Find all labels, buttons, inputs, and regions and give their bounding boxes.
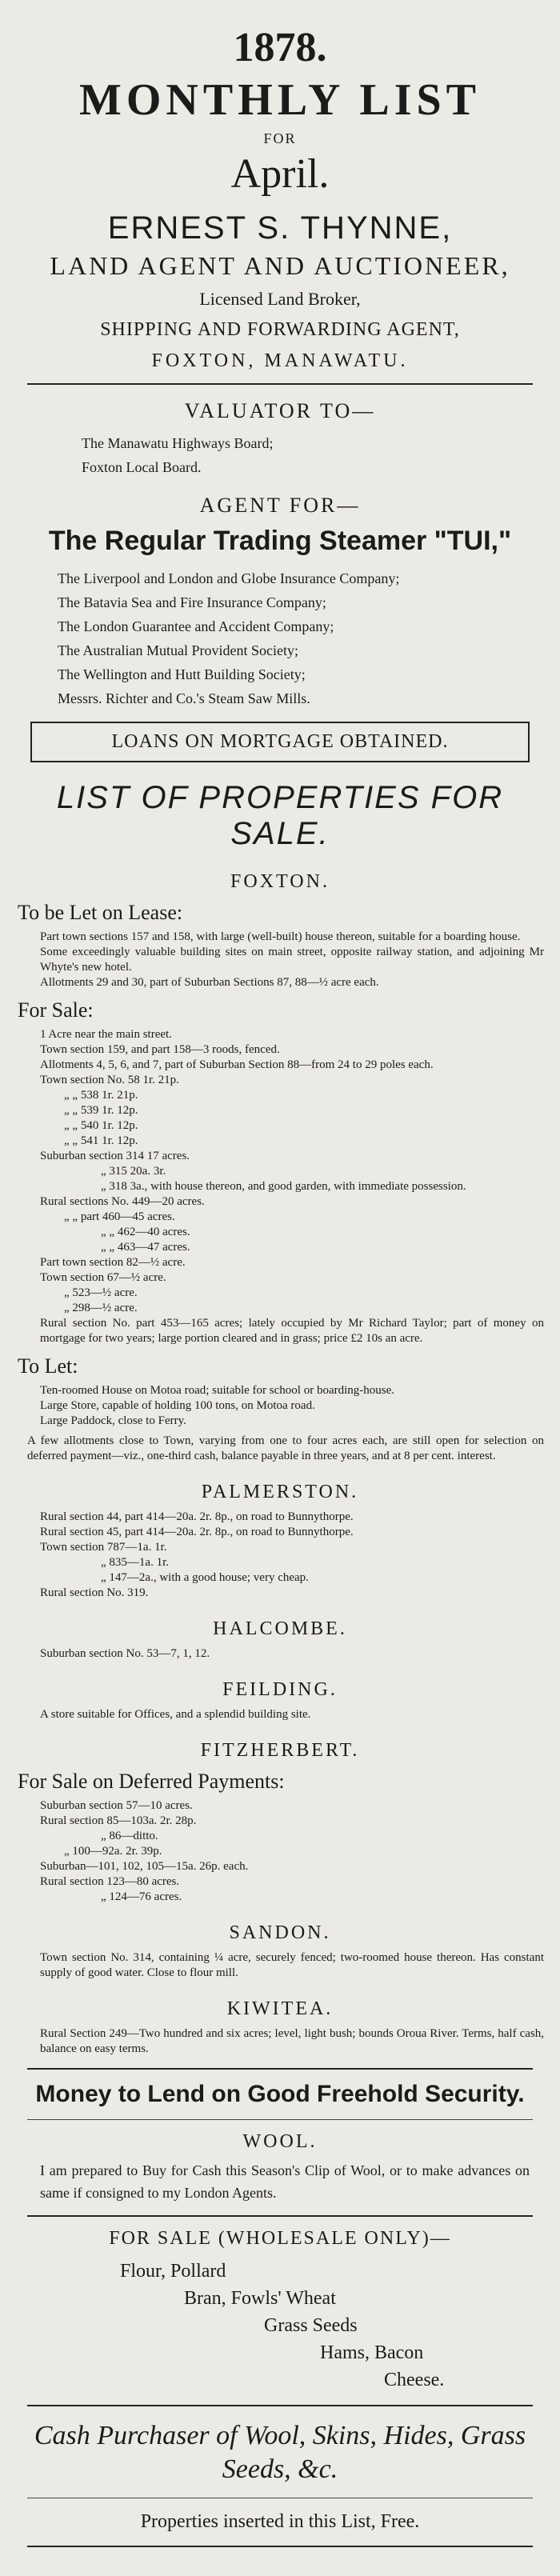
list-item: Town section 159, and part 158—3 roods, fenced. [40,1043,280,1056]
agent-role: LAND AGENT AND AUCTIONEER, [50,251,510,280]
free-line: Properties inserted in this List, Free. [140,2511,420,2532]
list-item: „ „ 540 1r. 12p. [64,1119,138,1132]
list-item: Suburban section 314 17 acres. [40,1150,190,1162]
list-title: LIST OF PROPERTIES FOR SALE. [56,780,504,851]
agent-for-heading: AGENT FOR— [199,494,361,517]
list-item: Bran, Fowls' Wheat [184,2288,336,2309]
list-item: Town section No. 58 1r. 21p. [40,1074,179,1086]
list-item: Large Store, capable of holding 100 tons, on Motoa road. [40,1399,315,1412]
wool-heading: WOOL. [242,2131,318,2152]
list-item: Rural section 123—80 acres. [40,1875,180,1888]
list-item: Grass Seeds [264,2315,358,2336]
lease-heading: To be Let on Lease: [18,901,183,924]
sale-heading: For Sale: [18,998,94,1022]
list-item: Large Paddock, close to Ferry. [40,1414,186,1427]
valuator-heading: VALUATOR TO— [184,399,376,422]
list-item: „ „ 463—47 acres. [101,1241,190,1254]
list-item: Suburban section No. 53—7, 1, 12. [40,1647,210,1660]
list-item: Allotments 29 and 30, part of Suburban Sections 87, 88—½ acre each. [40,976,379,989]
list-item: Suburban—101, 102, 105—15a. 26p. each. [40,1860,249,1873]
cash-purchaser: Cash Purchaser of Wool, Skins, Hides, Grass Seeds, &c. [34,2421,526,2484]
list-item: „ 523—½ acre. [64,1286,138,1299]
steamer-tui: The Regular Trading Steamer "TUI," [48,526,512,556]
valuator-list [82,431,552,479]
list-item: „ „ 462—40 acres. [101,1226,190,1238]
town-feilding: FEILDING. [222,1679,338,1700]
divider [27,2546,533,2547]
place-line: FOXTON, MANAWATU. [151,350,409,371]
list-item: Suburban section 57—10 acres. [40,1799,193,1812]
shipping-line: SHIPPING AND FORWARDING AGENT, [100,319,460,340]
list-item: The Australian Mutual Provident Society; [58,642,298,658]
wool-text: I am prepared to Buy for Cash this Season's Clip of Wool, or to make advances on same if consigned to my London Agents. [40,2162,530,2201]
loans-box: LOANS ON MORTGAGE OBTAINED. [30,722,530,762]
year: 1878. [233,25,327,70]
town-palmerston: PALMERSTON. [201,1482,359,1502]
list-item: „ 315 20a. 3r. [101,1165,166,1178]
list-item: A store suitable for Offices, and a splendid building site. [40,1708,311,1721]
list-item: „ 835—1a. 1r. [101,1556,169,1569]
list-item: Allotments 4, 5, 6, and 7, part of Suburban Section 88—from 24 to 29 poles each. [40,1058,434,1071]
month: April. [230,151,330,197]
deferred-note: A few allotments close to Town, varying from one to four acres each, are still open for selection on deferred payment—viz., one-third cash, balance payable in three years, and at 8 per cent. interest. [27,1434,544,1462]
divider [27,2068,533,2070]
list-item: „ „ 539 1r. 12p. [64,1104,138,1117]
money-to-lend: Money to Lend on Good Freehold Security. [35,2081,525,2107]
list-item: The London Guarantee and Accident Company; [58,618,334,634]
town-foxton: FOXTON. [230,871,330,892]
agent-name: ERNEST S. THYNNE, [107,210,453,246]
list-item: „ „ 541 1r. 12p. [64,1134,138,1147]
list-item: The Batavia Sea and Fire Insurance Company; [58,594,326,610]
list-item: „ 318 3a., with house thereon, and good garden, with immediate possession. [101,1180,466,1193]
divider [27,2405,533,2406]
list-item: 1 Acre near the main street. [40,1028,172,1041]
list-item: The Wellington and Hutt Building Society; [58,666,306,682]
deferred-heading: For Sale on Deferred Payments: [18,1770,285,1793]
for-label: FOR [263,130,297,146]
list-item: Rural Section 249—Two hundred and six acres; level, light bush; bounds Oroua River. Terms, half cash, balance on easy terms. [40,2027,544,2055]
list-item: „ „ 538 1r. 21p. [64,1089,138,1102]
list-item: Cheese. [384,2370,445,2390]
list-item: Town section No. 314, containing ¼ acre, securely fenced; two-roomed house thereon. Has constant supply of good water. Close to flour mill. [40,1951,544,1979]
let-heading: To Let: [18,1354,78,1378]
divider [27,2119,533,2120]
divider [27,2215,533,2217]
list-item: Rural section 45, part 414—20a. 2r. 8p., on road to Bunnythorpe. [40,1526,354,1538]
list-item: „ 100—92a. 2r. 39p. [64,1845,162,1858]
list-item: Town section 787—1a. 1r. [40,1541,167,1554]
list-item: „ „ part 460—45 acres. [64,1210,175,1223]
town-halcombe: HALCOMBE. [213,1618,347,1639]
goods-list [8,2258,552,2394]
list-item: Messrs. Richter and Co.'s Steam Saw Mills. [58,690,310,706]
agent-for-list [58,566,552,710]
list-item: Flour, Pollard [120,2261,226,2282]
list-item: Rural section No. 319. [40,1586,149,1599]
list-item: Part town section 82—½ acre. [40,1256,186,1269]
list-item: Rural section 85—103a. 2r. 28p. [40,1814,197,1827]
divider [27,383,533,385]
list-item: Ten-roomed House on Motoa road; suitable for school or boarding-house. [40,1384,395,1397]
broker-line: Licensed Land Broker, [199,289,361,309]
list-item: „ 124—76 acres. [101,1890,182,1903]
list-item: Some exceedingly valuable building sites on main street, opposite railway station, and adjoining Mr Whyte's new hotel. [40,946,544,974]
town-fitzherbert: FITZHERBERT. [200,1740,360,1761]
list-item: „ 298—½ acre. [64,1302,138,1314]
list-item: Rural section 44, part 414—20a. 2r. 8p., on road to Bunnythorpe. [40,1510,354,1523]
list-item: Town section 67—½ acre. [40,1271,166,1284]
list-item: Part town sections 157 and 158, with large (well-built) house thereon, suitable for a boarding house. [40,930,521,943]
for-sale-heading: FOR SALE (WHOLESALE ONLY)— [109,2228,451,2249]
town-kiwitea: KIWITEA. [226,1998,334,2019]
list-item: Foxton Local Board. [82,459,202,475]
list-item: Rural section No. part 453—165 acres; lately occupied by Mr Richard Taylor; part of money on mortgage for two years; large portion cleared and in grass; price £2 10s an acre. [40,1317,544,1345]
town-sandon: SANDON. [229,1922,331,1943]
list-item: The Manawatu Highways Board; [82,435,274,451]
monthly-list-title: MONTHLY LIST [79,75,481,125]
list-item: Hams, Bacon [320,2342,424,2363]
document-page [8,0,552,2547]
list-item: Rural sections No. 449—20 acres. [40,1195,205,1208]
list-item: The Liverpool and London and Globe Insurance Company; [58,570,400,586]
list-item: „ 86—ditto. [101,1830,158,1842]
list-item: „ 147—2a., with a good house; very cheap. [101,1571,309,1584]
